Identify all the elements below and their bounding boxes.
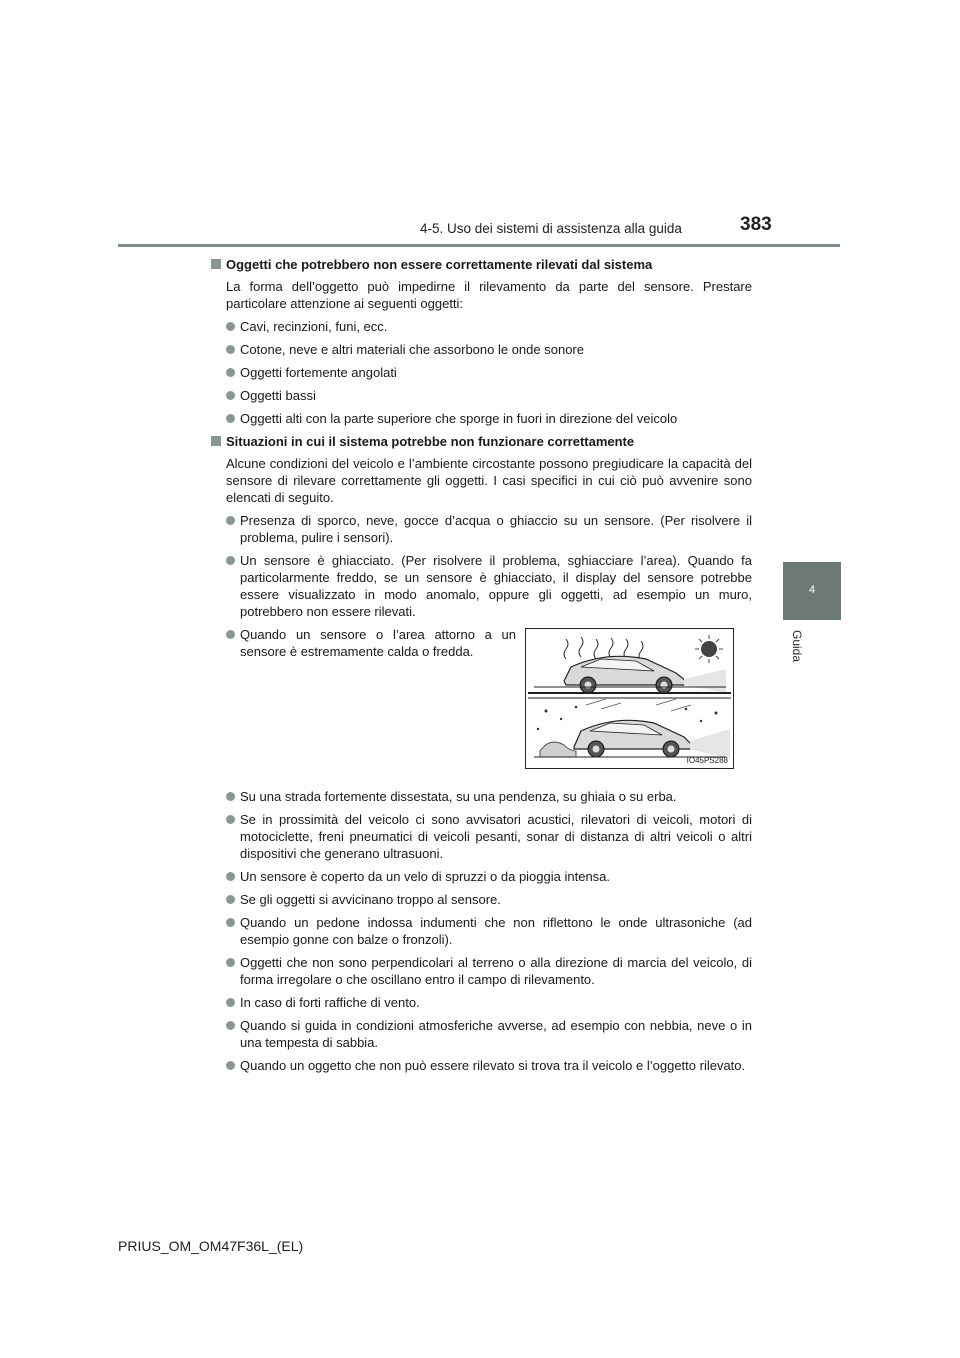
circle-bullet-icon: [226, 958, 235, 967]
circle-bullet-icon: [226, 630, 235, 639]
hot-car-scene: [534, 635, 726, 693]
document-id: PRIUS_OM_OM47F36L_(EL): [118, 1238, 304, 1254]
list-item: Quando un oggetto che non può essere rilevato si trova tra il veicolo e l’oggetto rilevato.: [210, 1057, 752, 1074]
section-intro: Alcune condizioni del veicolo e l’ambiente circostante possono pregiudicare la capacità del sensore di rilevare correttamente gli oggetti. I casi specifici in cui ciò può avvenire sono elencati di seguito.: [226, 456, 752, 505]
section-intro: La forma dell’oggetto può impedirne il rilevamento da parte del sensore. Prestare particolare attenzione ai seguenti oggetti:: [226, 279, 752, 311]
illustration-code: IO45PS288: [686, 756, 728, 765]
circle-bullet-icon: [226, 322, 235, 331]
list-item: Cavi, recinzioni, funi, ecc.: [210, 318, 752, 335]
list-item: Un sensore è coperto da un velo di spruzzi o da pioggia intensa.: [210, 868, 752, 885]
circle-bullet-icon: [226, 872, 235, 881]
car-heat-cold-drawing: [526, 629, 733, 768]
circle-bullet-icon: [226, 1061, 235, 1070]
list-item: Oggetti bassi: [210, 387, 752, 404]
circle-bullet-icon: [226, 815, 235, 824]
page-number: 383: [740, 214, 772, 235]
circle-bullet-icon: [226, 516, 235, 525]
section-heading-malfunction-situations: [210, 433, 752, 450]
circle-bullet-icon: [226, 345, 235, 354]
list-item: In caso di forti raffiche di vento.: [210, 994, 752, 1011]
circle-bullet-icon: [226, 368, 235, 377]
circle-bullet-icon: [226, 556, 235, 565]
list-item: Quando un sensore o l’area attorno a un sensore è estremamente calda o fredda.: [210, 626, 516, 660]
list-item: Cotone, neve e altri materiali che assorbono le onde sonore: [210, 341, 752, 358]
cold-car-scene: [534, 699, 730, 759]
list-item: Oggetti che non sono perpendicolari al terreno o alla direzione di marcia del veicolo, di forma irregolare o che oscillano entro il campo di rilevamento.: [210, 954, 752, 988]
circle-bullet-icon: [226, 895, 235, 904]
section-heading-text: Oggetti che potrebbero non essere correttamente rilevati dal sistema: [226, 257, 653, 272]
chapter-tab-label: [790, 630, 804, 690]
chapter-tab-label-text: Guida: [790, 630, 804, 663]
circle-bullet-icon: [226, 792, 235, 801]
section-heading-undetectable-objects: [210, 256, 752, 273]
section-heading-text: Situazioni in cui il sistema potrebbe non funzionare correttamente: [226, 434, 635, 449]
header-divider: [118, 244, 840, 247]
header-section-title: 4-5. Uso dei sistemi di assistenza alla guida: [420, 221, 682, 236]
square-bullet-icon: [211, 259, 221, 269]
chapter-tab-number: 4: [808, 584, 816, 596]
list-item: Quando un pedone indossa indumenti che non riflettono le onde ultrasoniche (ad esempio gonne con balze o fronzoli).: [210, 914, 752, 948]
list-item: Un sensore è ghiacciato. (Per risolvere il problema, sghiacciare l’area). Quando fa particolarmente freddo, se un sensore è ghiacciato, il display del sensore potrebbe essere visualizzato in modo anomalo, oppure gli oggetti, ad esempio un muro, potrebbero non essere rilevati.: [210, 552, 752, 620]
list-item: Quando si guida in condizioni atmosferiche avverse, ad esempio con nebbia, neve o in una tempesta di sabbia.: [210, 1017, 752, 1051]
chapter-tab: [783, 562, 841, 620]
circle-bullet-icon: [226, 1021, 235, 1030]
circle-bullet-icon: [226, 391, 235, 400]
list-item: Presenza di sporco, neve, gocce d’acqua o ghiaccio su un sensore. (Per risolvere il problema, pulire i sensori).: [210, 512, 752, 546]
list-item: Oggetti fortemente angolati: [210, 364, 752, 381]
list-item: Su una strada fortemente dissestata, su una pendenza, su ghiaia o su erba.: [210, 788, 752, 805]
list-item: Oggetti alti con la parte superiore che sporge in fuori in direzione del veicolo: [210, 410, 752, 427]
circle-bullet-icon: [226, 414, 235, 423]
list-item: Se gli oggetti si avvicinano troppo al sensore.: [210, 891, 752, 908]
list-item: Se in prossimità del veicolo ci sono avvisatori acustici, rilevatori di veicoli, motori di motociclette, freni pneumatici di veicoli pesanti, sonar di distanza di altri veicoli o altri dispositivi che generano ultrasuoni.: [210, 811, 752, 862]
square-bullet-icon: [211, 436, 221, 446]
circle-bullet-icon: [226, 918, 235, 927]
circle-bullet-icon: [226, 998, 235, 1007]
sensor-temperature-illustration: [525, 628, 734, 769]
